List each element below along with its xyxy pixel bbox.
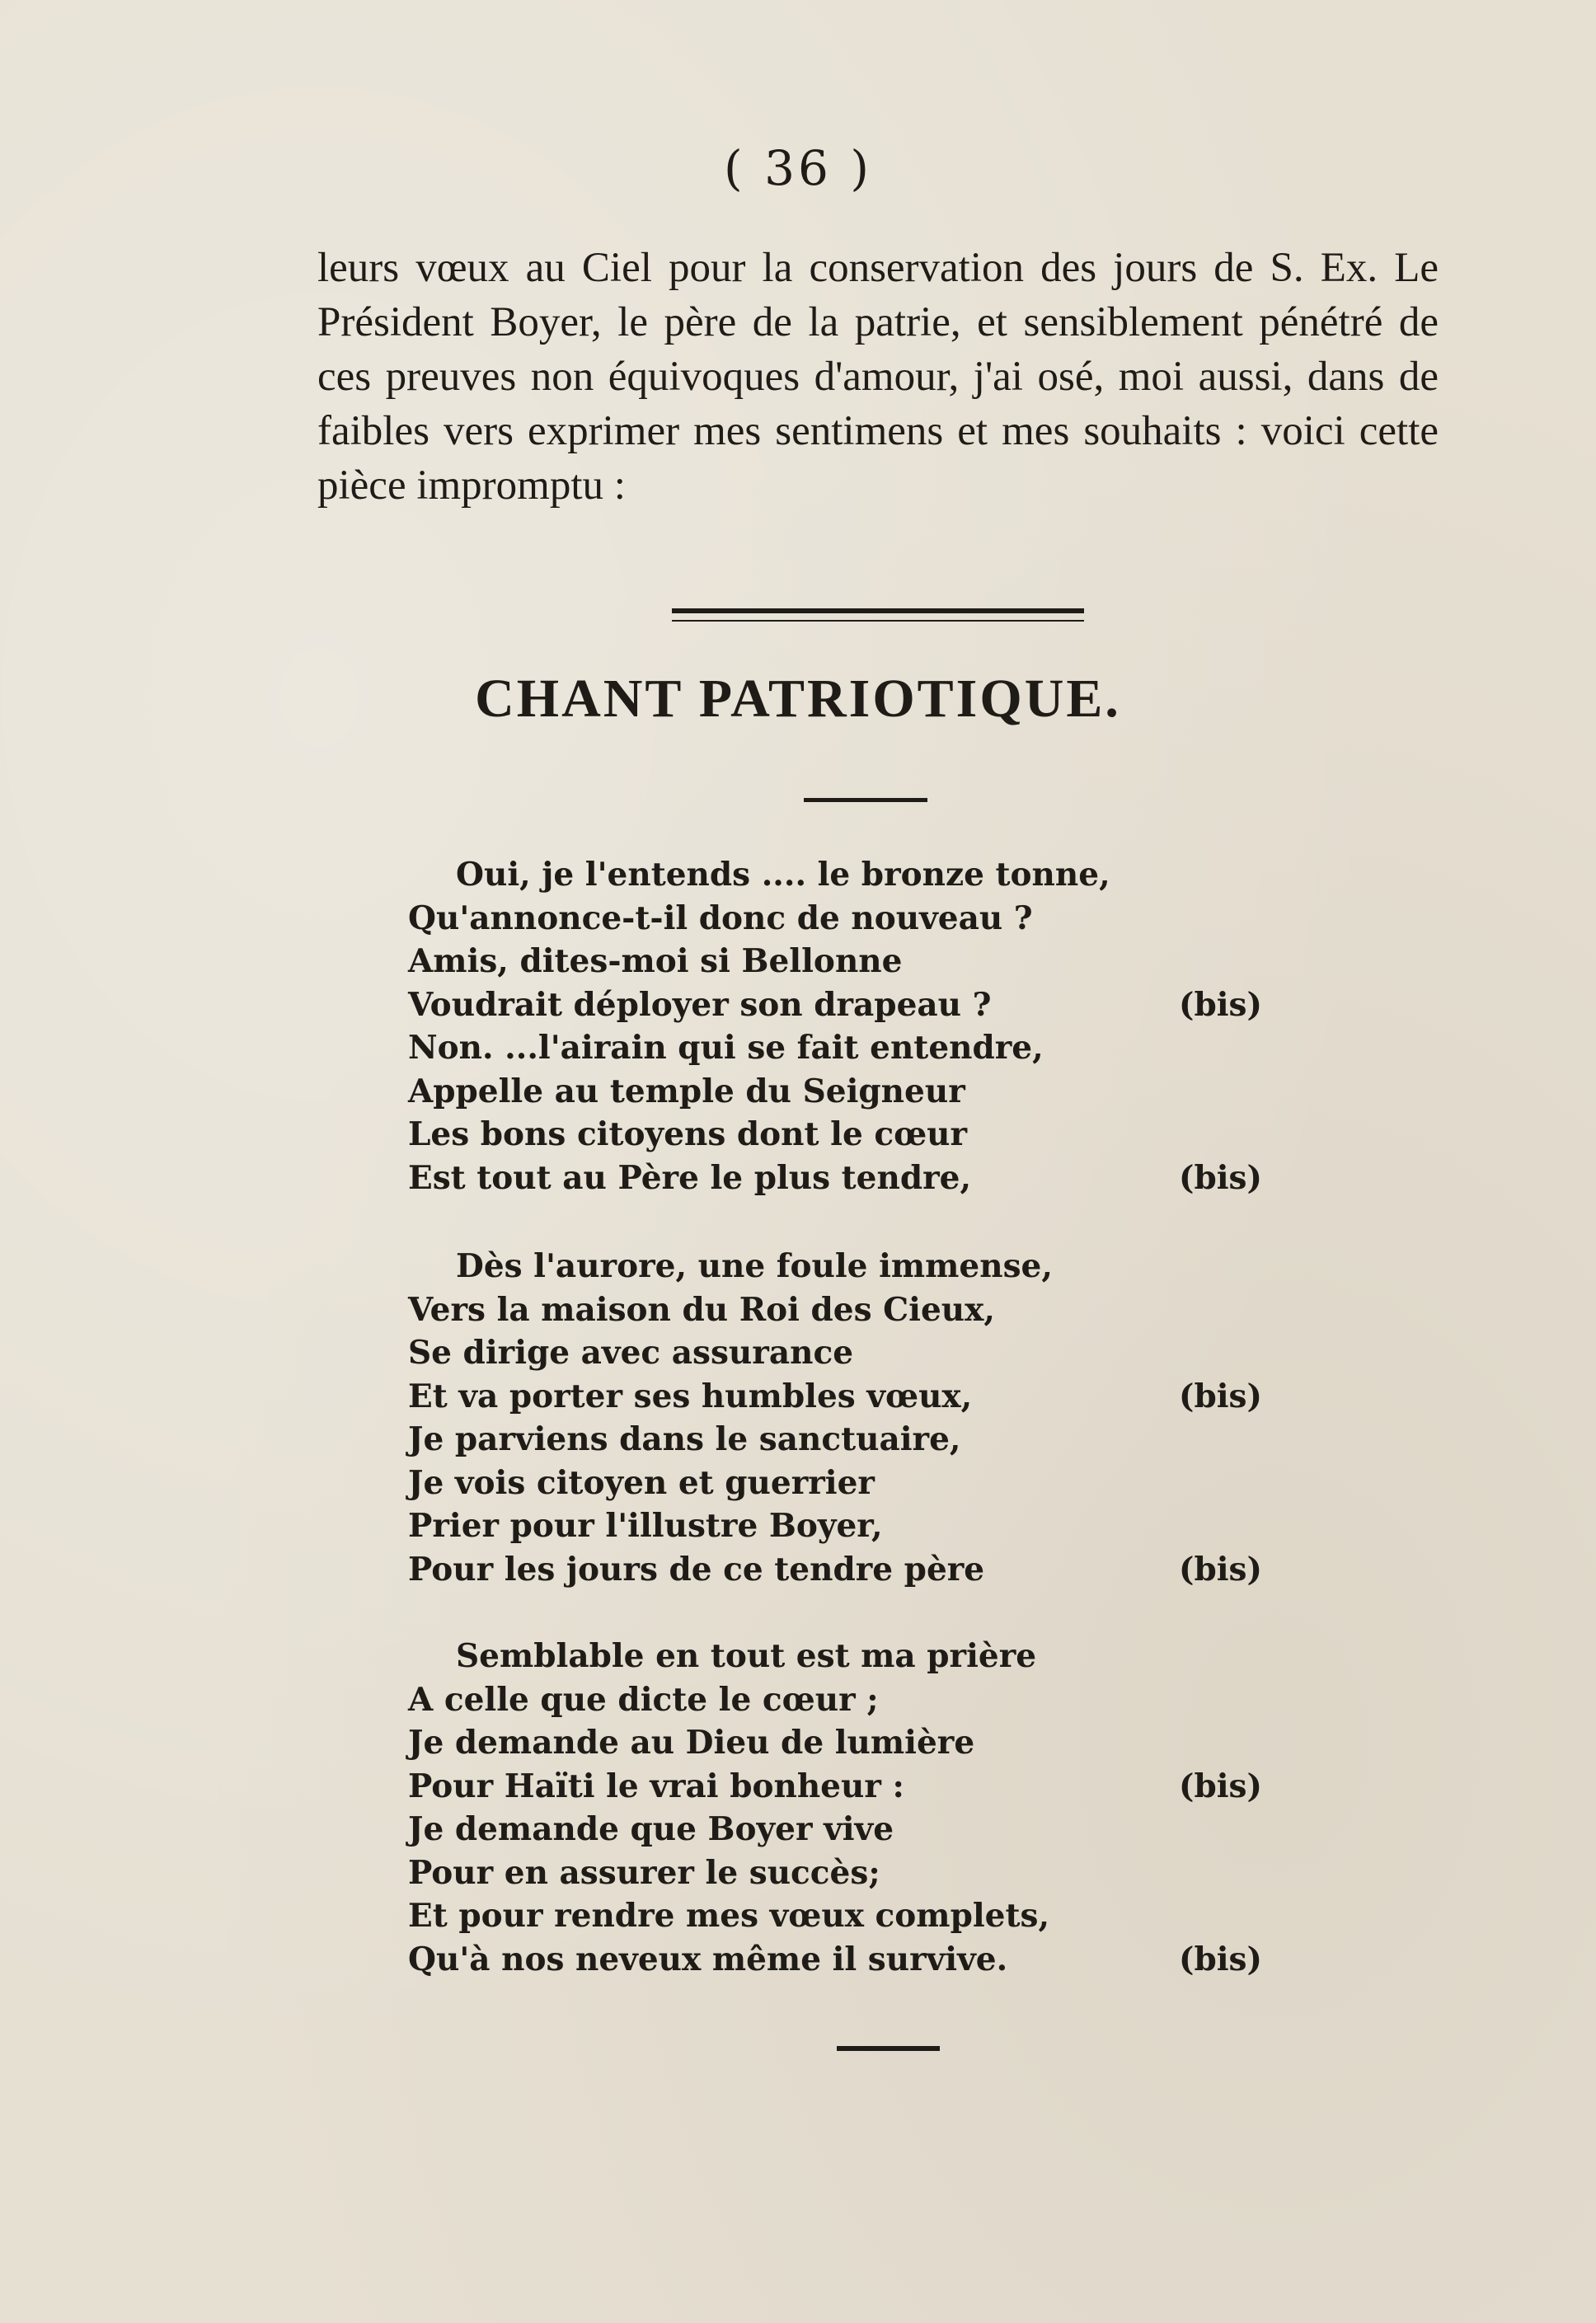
- verse-text: Les bons citoyens dont le cœur: [408, 1115, 968, 1153]
- verse-line: [408, 1418, 1315, 1462]
- verse-line: [408, 940, 1315, 983]
- verse-text: Se dirige avec assurance: [408, 1334, 854, 1372]
- verse-line: [408, 1548, 1315, 1592]
- verse-line: [408, 1331, 1315, 1375]
- verse-line: [408, 1245, 1315, 1288]
- verse-text: Voudrait déployer son drapeau ?: [408, 985, 992, 1024]
- verse-line: [408, 1070, 1315, 1114]
- stanza-1: [408, 853, 1315, 1199]
- verse-text: Pour en assurer le succès;: [408, 1853, 880, 1892]
- verse-line: [408, 1938, 1315, 1982]
- bis-marker: (bis): [1179, 1940, 1262, 1978]
- double-rule-divider: [672, 608, 1084, 622]
- verse-line: [408, 1504, 1315, 1548]
- verse-text: Je vois citoyen et guerrier: [408, 1463, 875, 1502]
- bis-marker: (bis): [1179, 1377, 1262, 1415]
- verse-line: [408, 853, 1315, 897]
- song-title: CHANT PATRIOTIQUE.: [475, 669, 1121, 729]
- verse-text: Amis, dites-moi si Bellonne: [408, 942, 903, 980]
- stanza-2: [408, 1245, 1315, 1591]
- verse-text: Je parviens dans le sanctuaire,: [408, 1420, 961, 1458]
- verse-line: [408, 1375, 1315, 1419]
- verse-text: Vers la maison du Roi des Cieux,: [408, 1290, 995, 1329]
- verse-line: [408, 1157, 1315, 1200]
- verse-text: Qu'annonce-t-il donc de nouveau ?: [408, 899, 1033, 937]
- verse-line: [408, 1288, 1315, 1332]
- verse-text: Oui, je l'entends .... le bronze tonne,: [456, 856, 1110, 894]
- verse-text: Appelle au temple du Seigneur: [408, 1072, 965, 1110]
- bis-marker: (bis): [1179, 1767, 1262, 1805]
- verse-text: Pour Haïti le vrai bonheur :: [408, 1767, 904, 1805]
- verse-text: Prier pour l'illustre Boyer,: [408, 1507, 883, 1545]
- verse-text: Et va porter ses humbles vœux,: [408, 1377, 973, 1415]
- verse-text: Semblable en tout est ma prière: [456, 1637, 1037, 1675]
- verse-line: [408, 1851, 1315, 1895]
- verse-line: [408, 1026, 1315, 1070]
- verse-text: Est tout au Père le plus tendre,: [408, 1158, 972, 1197]
- verse-text: A celle que dicte le cœur ;: [408, 1680, 879, 1719]
- verse-line: [408, 897, 1315, 941]
- verse-line: [408, 1894, 1315, 1938]
- verse-line: [408, 983, 1315, 1027]
- bis-marker: (bis): [1179, 1158, 1262, 1197]
- bis-marker: (bis): [1179, 985, 1262, 1024]
- verse-text: Je demande que Boyer vive: [408, 1810, 894, 1848]
- verse-line: [408, 1765, 1315, 1809]
- verse-line: [408, 1635, 1315, 1678]
- verse-text: Qu'à nos neveux même il survive.: [408, 1940, 1008, 1978]
- short-rule-divider: [804, 798, 927, 802]
- verse-line: [408, 1721, 1315, 1765]
- page-number: ( 36 ): [724, 140, 872, 196]
- intro-text: leurs vœux au Ciel pour la conservation des jours de S. Ex. Le Président Boyer, le père de la patrie, et sensiblement pénétré de ces preuves non équivoques d'amour, j'ai osé, moi aussi, dans de faibles vers exprimer mes sentimens et mes souhaits : voici cette pièce impromptu :: [317, 245, 1439, 509]
- stanza-3: [408, 1635, 1315, 1981]
- verse-text: Non. ...l'airain qui se fait entendre,: [408, 1029, 1044, 1067]
- verse-text: Dès l'aurore, une foule immense,: [456, 1247, 1053, 1285]
- end-rule-divider: [837, 2046, 940, 2051]
- verse-line: [408, 1808, 1315, 1851]
- verse-text: Et pour rendre mes vœux complets,: [408, 1897, 1050, 1935]
- verse-line: [408, 1678, 1315, 1722]
- verse-line: [408, 1462, 1315, 1505]
- intro-paragraph: [317, 241, 1439, 513]
- verse-text: Je demande au Dieu de lumière: [408, 1724, 975, 1762]
- verse-text: Pour les jours de ce tendre père: [408, 1550, 985, 1589]
- bis-marker: (bis): [1179, 1550, 1262, 1589]
- verse-line: [408, 1113, 1315, 1157]
